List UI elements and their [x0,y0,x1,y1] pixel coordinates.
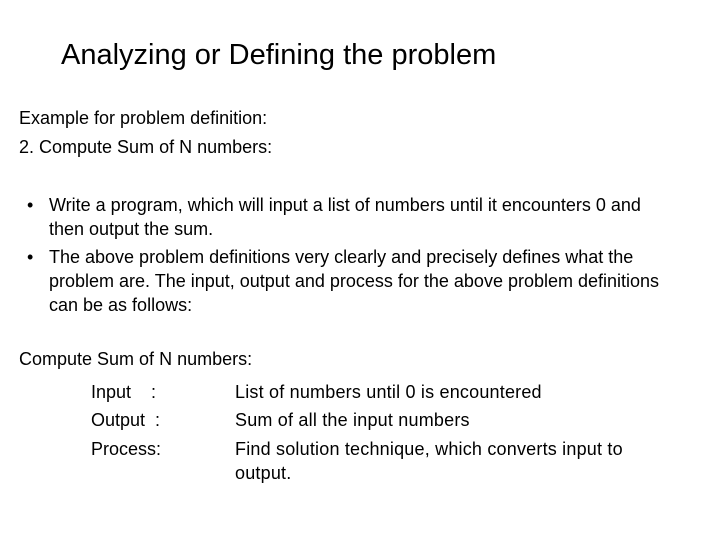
intro-line-problem: 2. Compute Sum of N numbers: [19,137,273,157]
bullet-marker: • [27,247,34,267]
process-value: Find solution technique, which converts input to output. [235,439,623,483]
process-label: Process: [91,439,162,459]
output-label: Output : [91,410,161,430]
bullet-item [19,245,679,317]
output-value: Sum of all the input numbers [235,410,470,430]
bullet-marker: • [27,195,34,215]
bullet-item [19,193,679,241]
bullet-text: The above problem definitions very clearly and precisely defines what the problem are. The input, output and process for the above problem definitions can be as follows: [49,247,660,315]
summary-heading: Compute Sum of N numbers: [19,349,253,369]
slide-title: Analyzing or Defining the problem [61,39,497,71]
input-value: List of numbers until 0 is encountered [235,382,542,402]
bullet-text: Write a program, which will input a list of numbers until it encounters 0 and then output the sum. [49,195,641,239]
intro-line-example: Example for problem definition: [19,108,268,128]
input-label: Input : [91,382,157,402]
